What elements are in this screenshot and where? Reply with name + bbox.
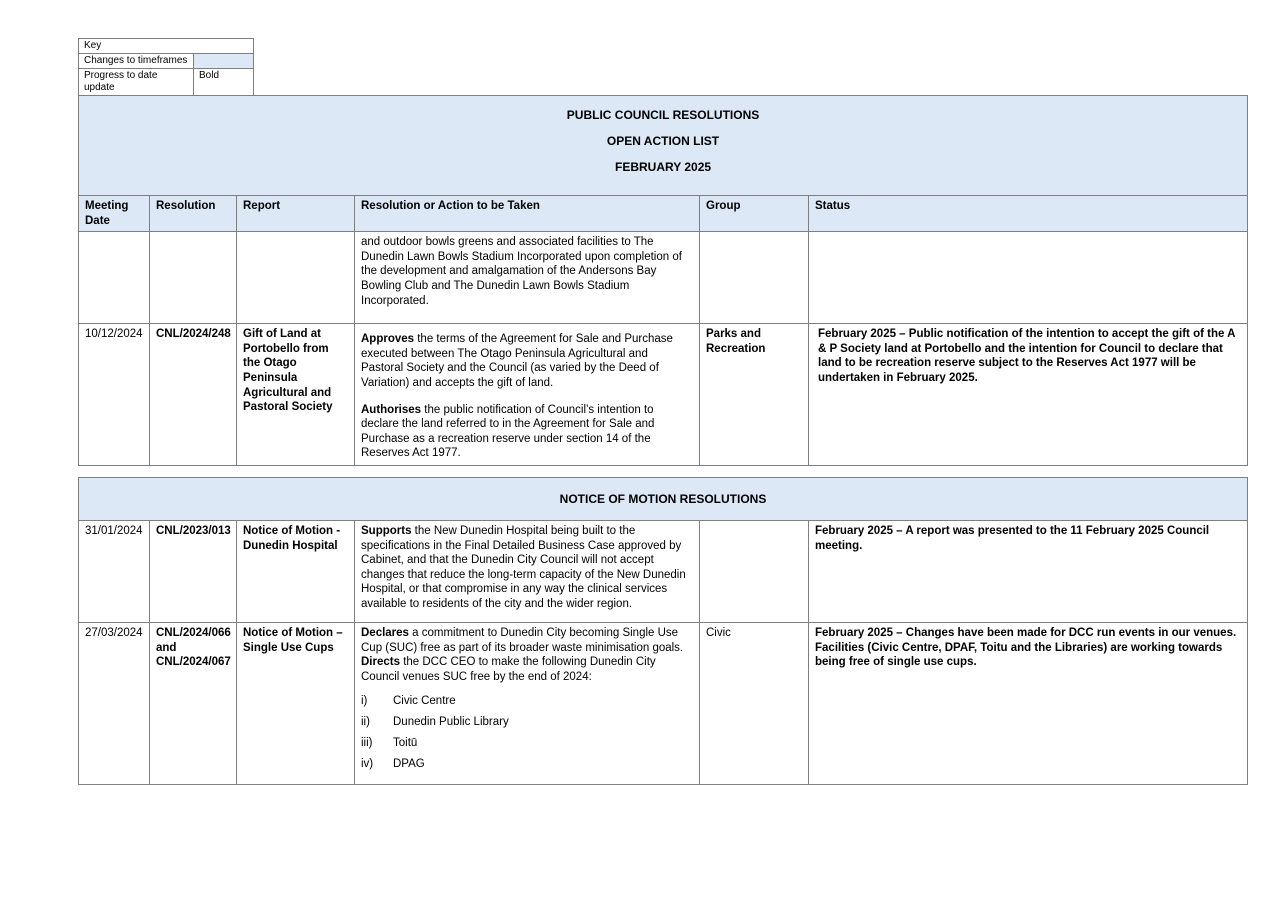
row-report: Notice of Motion - Dunedin Hospital xyxy=(237,521,355,623)
row-status: February 2025 – Changes have been made for DCC run events in our venues. Facilities (Civic Centre, DPAF, Toitu and the Libraries) are working towards being free of single use cups. xyxy=(809,623,1248,785)
col-header-report: Report xyxy=(237,196,355,232)
list-item: iv) DPAG xyxy=(361,757,425,770)
public-resolutions-table xyxy=(78,95,1248,466)
notice-of-motion-table xyxy=(78,477,1248,785)
row-action: Supports the New Dunedin Hospital being built to the specifications in the Final Detailed Business Case approved by Cabinet, and that the Dunedin City Council will not accept changes that reduce the long-term capacity of the New Dunedin Hospital, or that compromise in any way the clinical services available to residents of the city and the wider region. xyxy=(355,521,700,623)
row-action xyxy=(355,324,700,466)
col-header-resolution: Resolution xyxy=(150,196,237,232)
public-header-row xyxy=(79,196,1248,232)
public-title-line-2: OPEN ACTION LIST xyxy=(606,134,720,148)
table-row xyxy=(79,521,1248,623)
key-value-progress: Bold xyxy=(194,69,254,96)
public-title-cell xyxy=(79,96,1248,196)
col-header-meeting-date: Meeting Date xyxy=(79,196,150,232)
row-group: Civic xyxy=(700,623,809,785)
notice-title-row xyxy=(79,478,1248,521)
key-table xyxy=(78,38,254,96)
list-item: i) Civic Centre xyxy=(361,694,456,707)
row-resolution: CNL/2024/248 xyxy=(150,324,237,466)
public-title-line-1: PUBLIC COUNCIL RESOLUTIONS xyxy=(566,108,760,122)
list-item: iii) Toitū xyxy=(361,736,418,749)
row-report: Notice of Motion – Single Use Cups xyxy=(237,623,355,785)
key-label-progress: Progress to date update xyxy=(79,69,194,96)
row-date: 31/01/2024 xyxy=(79,521,150,623)
row-status: February 2025 – A report was presented to the 11 February 2025 Council meeting. xyxy=(809,521,1248,623)
row-group: Parks and Recreation xyxy=(700,324,809,466)
key-label-timeframes: Changes to timeframes xyxy=(79,54,194,69)
public-title-line-3: FEBRUARY 2025 xyxy=(615,160,712,174)
row-report: Gift of Land at Portobello from the Otago Peninsula Agricultural and Pastoral Society xyxy=(237,324,355,466)
action-paragraph: Directs the DCC CEO to make the following Dunedin City Council venues SUC free by the end of 2024: xyxy=(361,656,656,683)
notice-title: NOTICE OF MOTION RESOLUTIONS xyxy=(79,478,1248,521)
row-date: 27/03/2024 xyxy=(79,623,150,785)
col-header-status: Status xyxy=(809,196,1248,232)
row-resolution: CNL/2024/066 and CNL/2024/067 xyxy=(150,623,237,785)
row-date: 10/12/2024 xyxy=(79,324,150,466)
col-header-group: Group xyxy=(700,196,809,232)
public-title-row xyxy=(79,96,1248,196)
venue-list xyxy=(361,690,693,774)
action-paragraph: Authorises the public notification of Council’s intention to declare the land referred to in the Agreement for Sale and Purchase as a recreation reserve under section 14 of the Reserves Act 1977. xyxy=(361,403,655,460)
table-row xyxy=(79,232,1248,324)
table-row xyxy=(79,623,1248,785)
action-paragraph: Declares a commitment to Dunedin City becoming Single Use Cup (SUC) free as part of its broader waste minimisation goals. xyxy=(361,627,684,654)
row-group xyxy=(700,521,809,623)
key-title: Key xyxy=(79,39,254,54)
row-action xyxy=(355,623,700,785)
key-swatch-timeframes xyxy=(194,54,254,69)
continued-action-text: and outdoor bowls greens and associated facilities to The Dunedin Lawn Bowls Stadium Incorporated upon completion of the development and amalgamation of the Andersons Bay Bowling Club and The Dunedin Lawn Bowls Stadium Incorporated. xyxy=(355,232,700,324)
col-header-action: Resolution or Action to be Taken xyxy=(355,196,700,232)
row-resolution: CNL/2023/013 xyxy=(150,521,237,623)
list-item: ii) Dunedin Public Library xyxy=(361,715,509,728)
row-status: February 2025 – Public notification of the intention to accept the gift of the A & P Society land at Portobello and the intention for Council to declare that land to be recreation reserve subject to the Reserves Act 1977 will be undertaken in February 2025. xyxy=(809,324,1248,466)
action-paragraph: Approves the terms of the Agreement for Sale and Purchase executed between The Otago Peninsula Agricultural and Pastoral Society and the Council (as varied by the Deed of Variation) and accepts the gift of land. xyxy=(361,333,673,389)
table-row xyxy=(79,324,1248,466)
